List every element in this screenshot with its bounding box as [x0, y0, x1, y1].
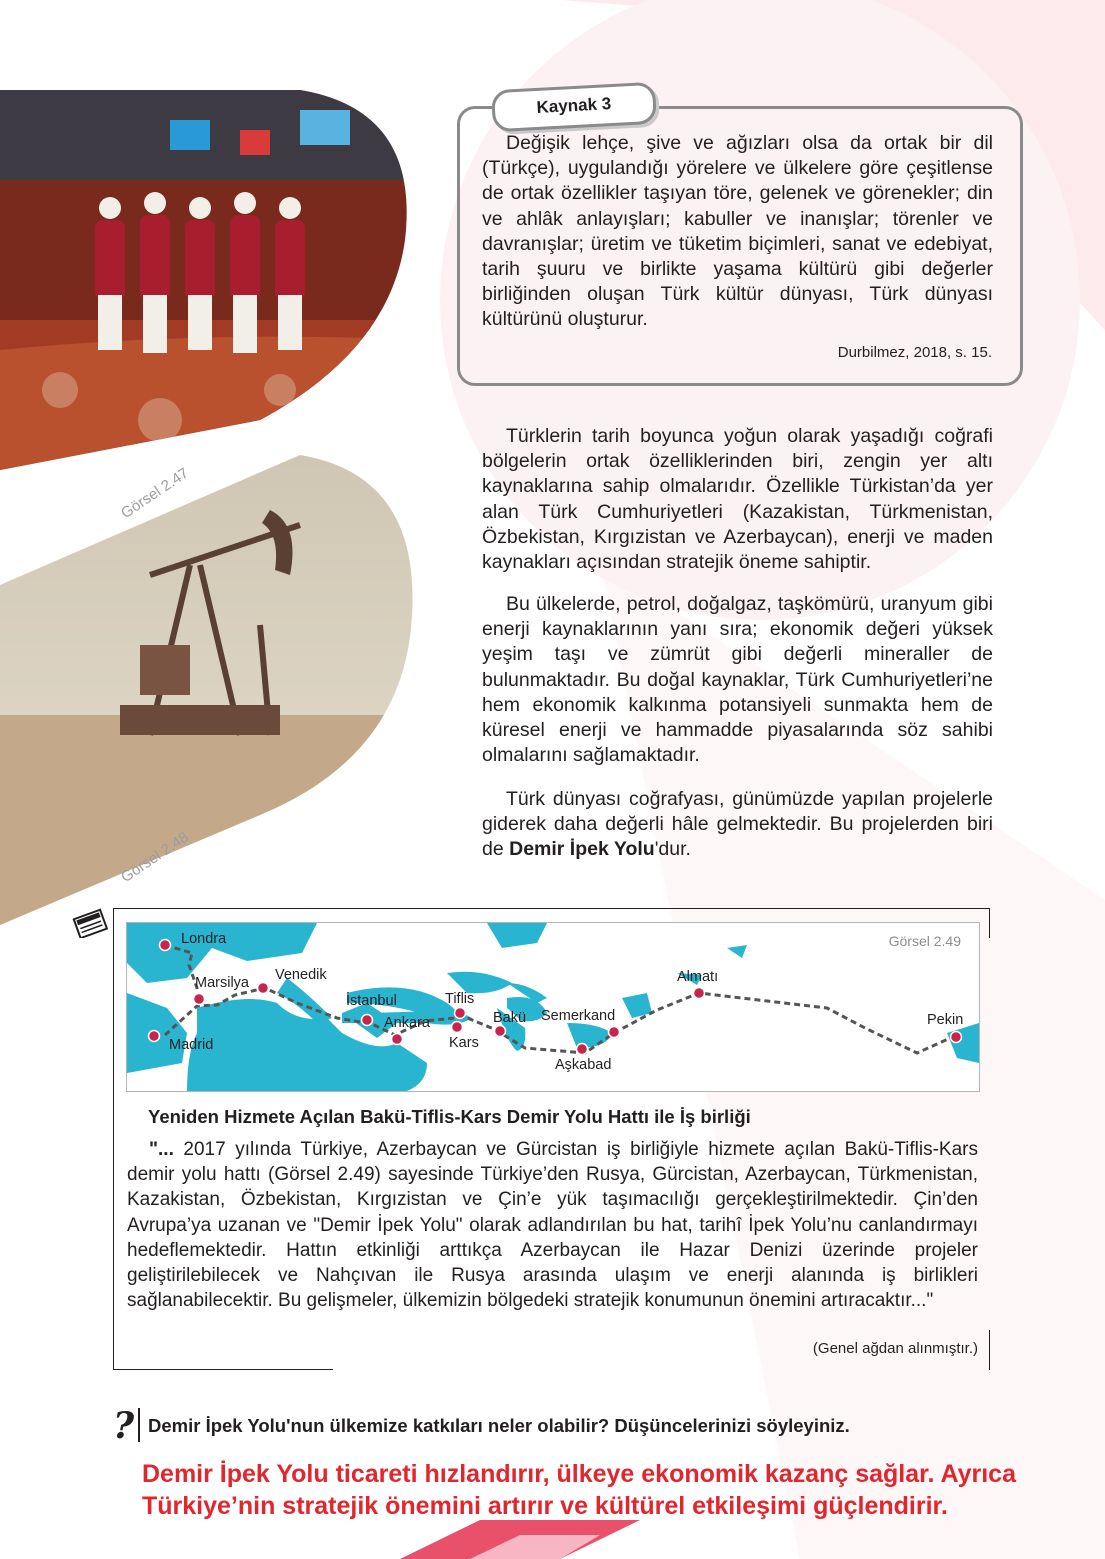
- image-caption-248: Görsel 2.48: [118, 828, 192, 887]
- source-citation: Durbilmez, 2018, s. 15.: [837, 344, 992, 361]
- city-label-kars: Kars: [449, 1035, 479, 1051]
- city-label-ankara: Ankara: [384, 1015, 430, 1031]
- newspaper-icon: [72, 908, 108, 938]
- source-text: Değişik lehçe, şive ve ağızları olsa da ortak bir dil (Türkçe), uygulandığı yörelere ve ülkelere göre çeşitlense de ortak özellikler taşıyan töre, gelenek ve görenekler; din ve ahlâk anlayışları; kabuller ve inanışlar; törenler ve davranışlar; üretim ve tüketim biçimleri, sanat ve edebiyat, tarih şuuru ve birlikte yaşama kültürü gibi değerler birliğinden oluşan Türk kültür dünyası, Türk dünyası kültürünü oluşturur.: [482, 132, 993, 331]
- paragraph-2: Bu ülkelerde, petrol, doğalgaz, taşkömürü, uranyum gibi enerji kaynaklarının yanı sıra; ekonomik değeri yüksek yeşim taşı ve zümrüt gibi değerli mineraller de bulunmaktadır. Bu doğal kaynaklar, Türk Cumhuriyetleri’ne hem ekonomik kalkınma potansiyeli sunmakta hem de küresel enerji ve hammadde piyasalarında söz sahibi olmalarını sağlamaktadır.: [482, 593, 993, 767]
- map-graphic: [127, 923, 979, 1091]
- city-label-istanbul: İstanbul: [346, 993, 397, 1009]
- news-text: [127, 1137, 978, 1313]
- question-icon: ?: [113, 1405, 135, 1447]
- oil-pump-photo: [0, 455, 420, 925]
- news-body: 2017 yılında Türkiye, Azerbaycan ve Gürcistan iş birliğiyle hizmete açılan Bakü-Tiflis-Kars demir yolu hattı (Görsel 2.49) sayesinde Türkiye’den Rusya, Gürcistan, Azerbaycan, Türkmenistan, Kazakistan, Özbekistan, Kırgızistan ve Çin’e yük taşımacılığı gerçekleştirilmektedir. Çin’den Avrupa’ya uzanan ve "Demir İpek Yolu" olarak adlandırılan bu hat, tarihî İpek Yolu’nu canlandırmayı hedeflemektedir. Hattın etkinliği arttıkça Azerbaycan ile Hazar Denizi üzerinde projeler geliştirilebilecek ve Nahçıvan ile Rusya arasında ulaşım ve enerji alanında iş birlikleri sağlanabilecektir. Bu gelişmeler, ülkemizin bölgedeki stratejik konumunun önemini artıracaktır...": [127, 1139, 978, 1312]
- folk-dance-photo: [0, 90, 420, 470]
- paragraph-3: [482, 787, 993, 863]
- news-frame-line: [113, 908, 114, 1370]
- news-frame-line: [989, 1330, 990, 1370]
- city-label-almati: Almatı: [677, 969, 719, 985]
- city-label-baku: Bakü: [493, 1010, 527, 1026]
- paragraph-3-start: Türk dünyası coğrafyası, günümüzde yapılan projelerle giderek daha değerli hâle gelmektedir. Bu projelerden biri de: [482, 788, 993, 861]
- city-label-venedik: Venedik: [275, 967, 327, 983]
- source-tab-label: Kaynak 3: [536, 94, 612, 117]
- news-frame-line: [113, 908, 989, 909]
- paragraph-1: Türklerin tarih boyunca yoğun olarak yaşadığı coğrafi bölgelerin ortak özelliklerinden biri, zengin yer altı kaynaklarına sahip olmalarıdır. Özellikle Türkistan’da yer alan Türk Cumhuriyetleri (Kazakistan, Türkmenistan, Özbekistan, Kırgızistan ve Azerbaycan), enerji ve maden kaynakları açısından stratejik öneme sahiptir.: [482, 425, 993, 574]
- image-caption-247: Görsel 2.47: [118, 464, 192, 523]
- city-label-askabad: Aşkabad: [555, 1057, 612, 1073]
- paragraph-3-bold: Demir İpek Yolu: [509, 838, 655, 861]
- news-frame-line: [989, 908, 990, 938]
- city-label-londra: Londra: [181, 931, 227, 947]
- city-label-tiflis: Tiflis: [445, 991, 475, 1007]
- question-text: Demir İpek Yolu'nun ülkemize katkıları neler olabilir? Düşüncelerinizi söyleyiniz.: [148, 1415, 850, 1436]
- news-title: Yeniden Hizmete Açılan Bakü-Tiflis-Kars Demir Yolu Hattı ile İş birliği: [148, 1106, 751, 1127]
- news-frame-line: [113, 1369, 333, 1370]
- answer-text: Demir İpek Yolu ticareti hızlandırır, ülkeye ekonomik kazanç sağlar. Ayrıca Türkiye’nin stratejik önemini artırır ve kültürel etkileşimi güçlendirir.: [142, 1460, 1016, 1520]
- city-label-pekin: Pekin: [927, 1012, 964, 1028]
- city-label-semerkand: Semerkand: [541, 1008, 616, 1024]
- city-label-madrid: Madrid: [169, 1037, 214, 1053]
- news-quote-open: "...: [149, 1139, 174, 1160]
- paragraph-3-end: 'dur.: [654, 838, 691, 861]
- silk-railway-map: [126, 922, 980, 1092]
- news-citation: (Genel ağdan alınmıştır.): [812, 1340, 978, 1357]
- question-bar: [138, 1408, 140, 1442]
- city-label-marsilya: Marsilya: [195, 975, 249, 991]
- map-caption: Görsel 2.49: [888, 933, 961, 949]
- source-tab: [491, 82, 657, 133]
